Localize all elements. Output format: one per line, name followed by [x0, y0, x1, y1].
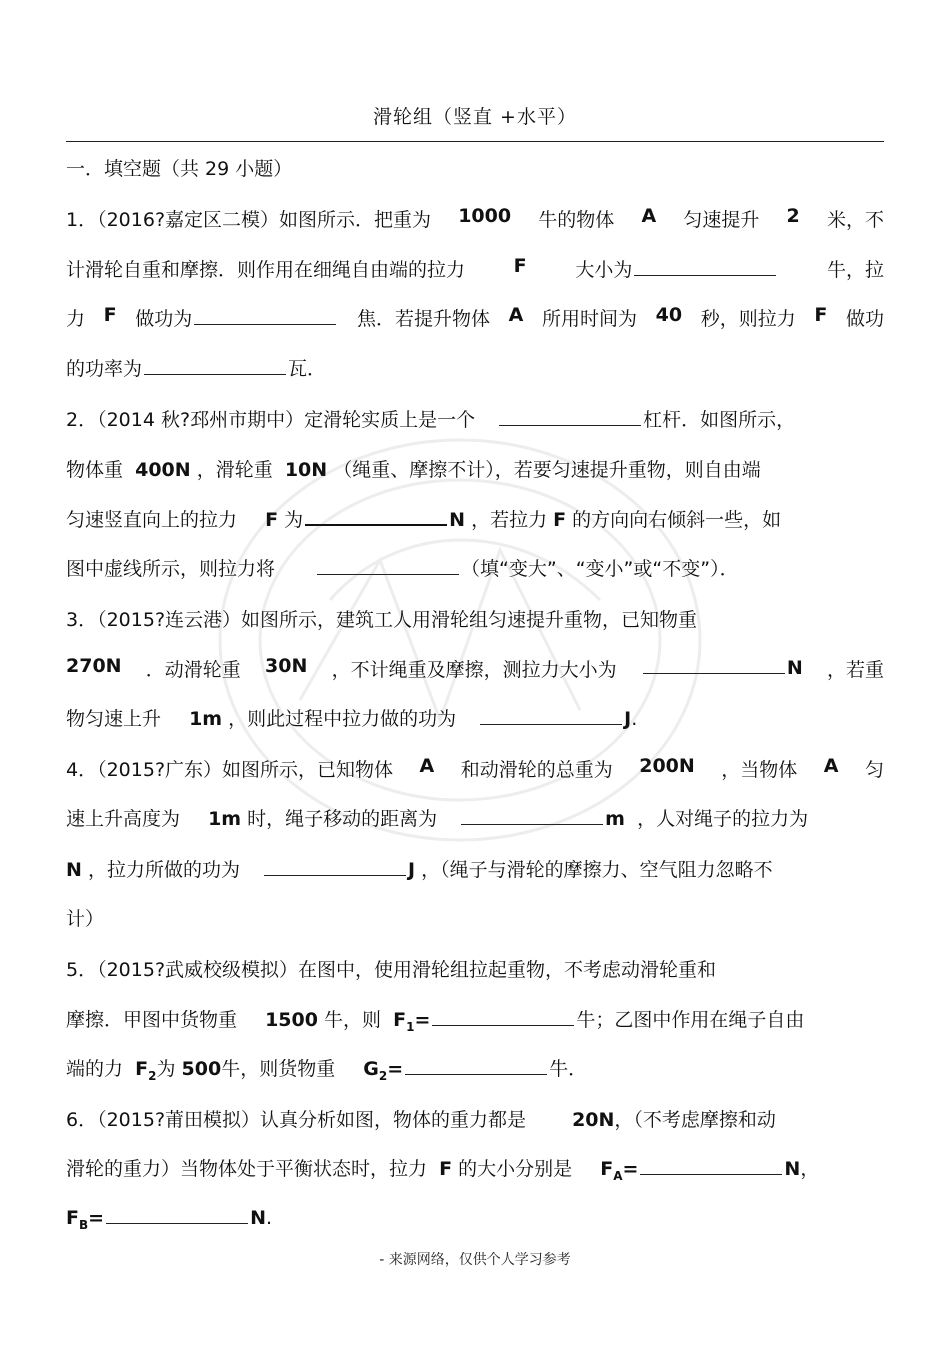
q2-line3: 匀速竖直向上的拉力 F 为 N ，若拉力 F 的方向向右倾斜一些，如 [66, 505, 884, 532]
q6-line2: 滑轮的重力）当物体处于平衡状态时，拉力 F 的大小分别是 $F_A= N$， [66, 1158, 820, 1183]
q6-line3: $F_B= N$. [66, 1207, 273, 1232]
q5-line3: 端的力 $F_2$为 500牛，则货物重 $G_2=$ 牛． [66, 1058, 588, 1083]
answer-blank[interactable] [499, 407, 641, 426]
title-divider [66, 141, 884, 142]
q3-line3: 物匀速上升 1m ，则此过程中拉力做的功为 J. [66, 708, 638, 730]
answer-blank[interactable] [405, 1056, 547, 1075]
q4-line3: N ，拉力所做的功为 J ，（绳子与滑轮的摩擦力、空气阻力忽略不 [66, 859, 773, 881]
answer-blank[interactable] [106, 1205, 248, 1224]
q5-line1: 5．（2015?武威校级模拟）在图中，使用滑轮组拉起重物，不考虑动滑轮重和 [66, 959, 717, 981]
q6-line1: 6．（2015?莆田模拟）认真分析如图，物体的重力都是 20N，（不考虑摩擦和动 [66, 1109, 776, 1131]
section-heading: 一．填空题（共 29 小题） [66, 158, 293, 180]
q1-line3: 力 F 做功为 焦．若提升物体 A 所用时间为 40 秒，则拉力 F 做功 [66, 304, 884, 330]
q5-line2: 摩擦．甲图中货物重 1500 牛，则 $F_1=$ 牛；乙图中作用在绳子自由 [66, 1009, 805, 1034]
q1-line4: 的功率为 瓦． [66, 358, 327, 380]
answer-blank[interactable] [640, 1156, 782, 1175]
q1-line2: 计滑轮自重和摩擦．则作用在细绳自由端的拉力 F 大小为 牛，拉 [66, 255, 884, 281]
answer-blank[interactable] [264, 857, 406, 876]
q1-line1: 1．（2016?嘉定区二模）如图所示．把重为 1000 牛的物体 A 匀速提升 2 米，不 [66, 205, 884, 231]
footer-note: - 来源网络，仅供个人学习参考 [379, 1252, 571, 1268]
answer-blank[interactable] [461, 806, 603, 825]
answer-blank[interactable] [317, 556, 459, 575]
q2-line4: 图中虚线所示，则拉力将 （填“变大”、“变小”或“不变”）． [66, 558, 739, 580]
q4-line1: 4．（2015?广东）如图所示，已知物体 A 和动滑轮的总重为 200N ，当物体 A 匀 [66, 755, 884, 781]
answer-blank[interactable] [144, 356, 286, 375]
page-title: 滑轮组（竖直 +水平） [373, 106, 577, 128]
answer-blank[interactable] [194, 306, 336, 325]
q4-line4: 计） [66, 908, 105, 930]
answer-blank[interactable] [432, 1007, 574, 1026]
answer-blank[interactable] [480, 706, 622, 725]
answer-blank[interactable] [305, 506, 447, 526]
q3-line2: 270N ．动滑轮重 30N ，不计绳重及摩擦，测拉力大小为 N ，若重 [66, 655, 884, 681]
answer-blank[interactable] [643, 655, 785, 674]
answer-blank[interactable] [634, 257, 776, 276]
q3-line1: 3．（2015?连云港）如图所示，建筑工人用滑轮组匀速提升重物，已知物重 [66, 609, 698, 631]
q2-line2: 物体重 400N ，滑轮重 10N （绳重、摩擦不计），若要匀速提升重物，则自由端 [66, 459, 761, 481]
q4-line2: 速上升高度为 1m 时，绳子移动的距离为 m ，人对绳子的拉力为 [66, 808, 809, 830]
q2-line1: 2．（2014 秋?邳州市期中）定滑轮实质上是一个 杠杆．如图所示， [66, 409, 796, 431]
